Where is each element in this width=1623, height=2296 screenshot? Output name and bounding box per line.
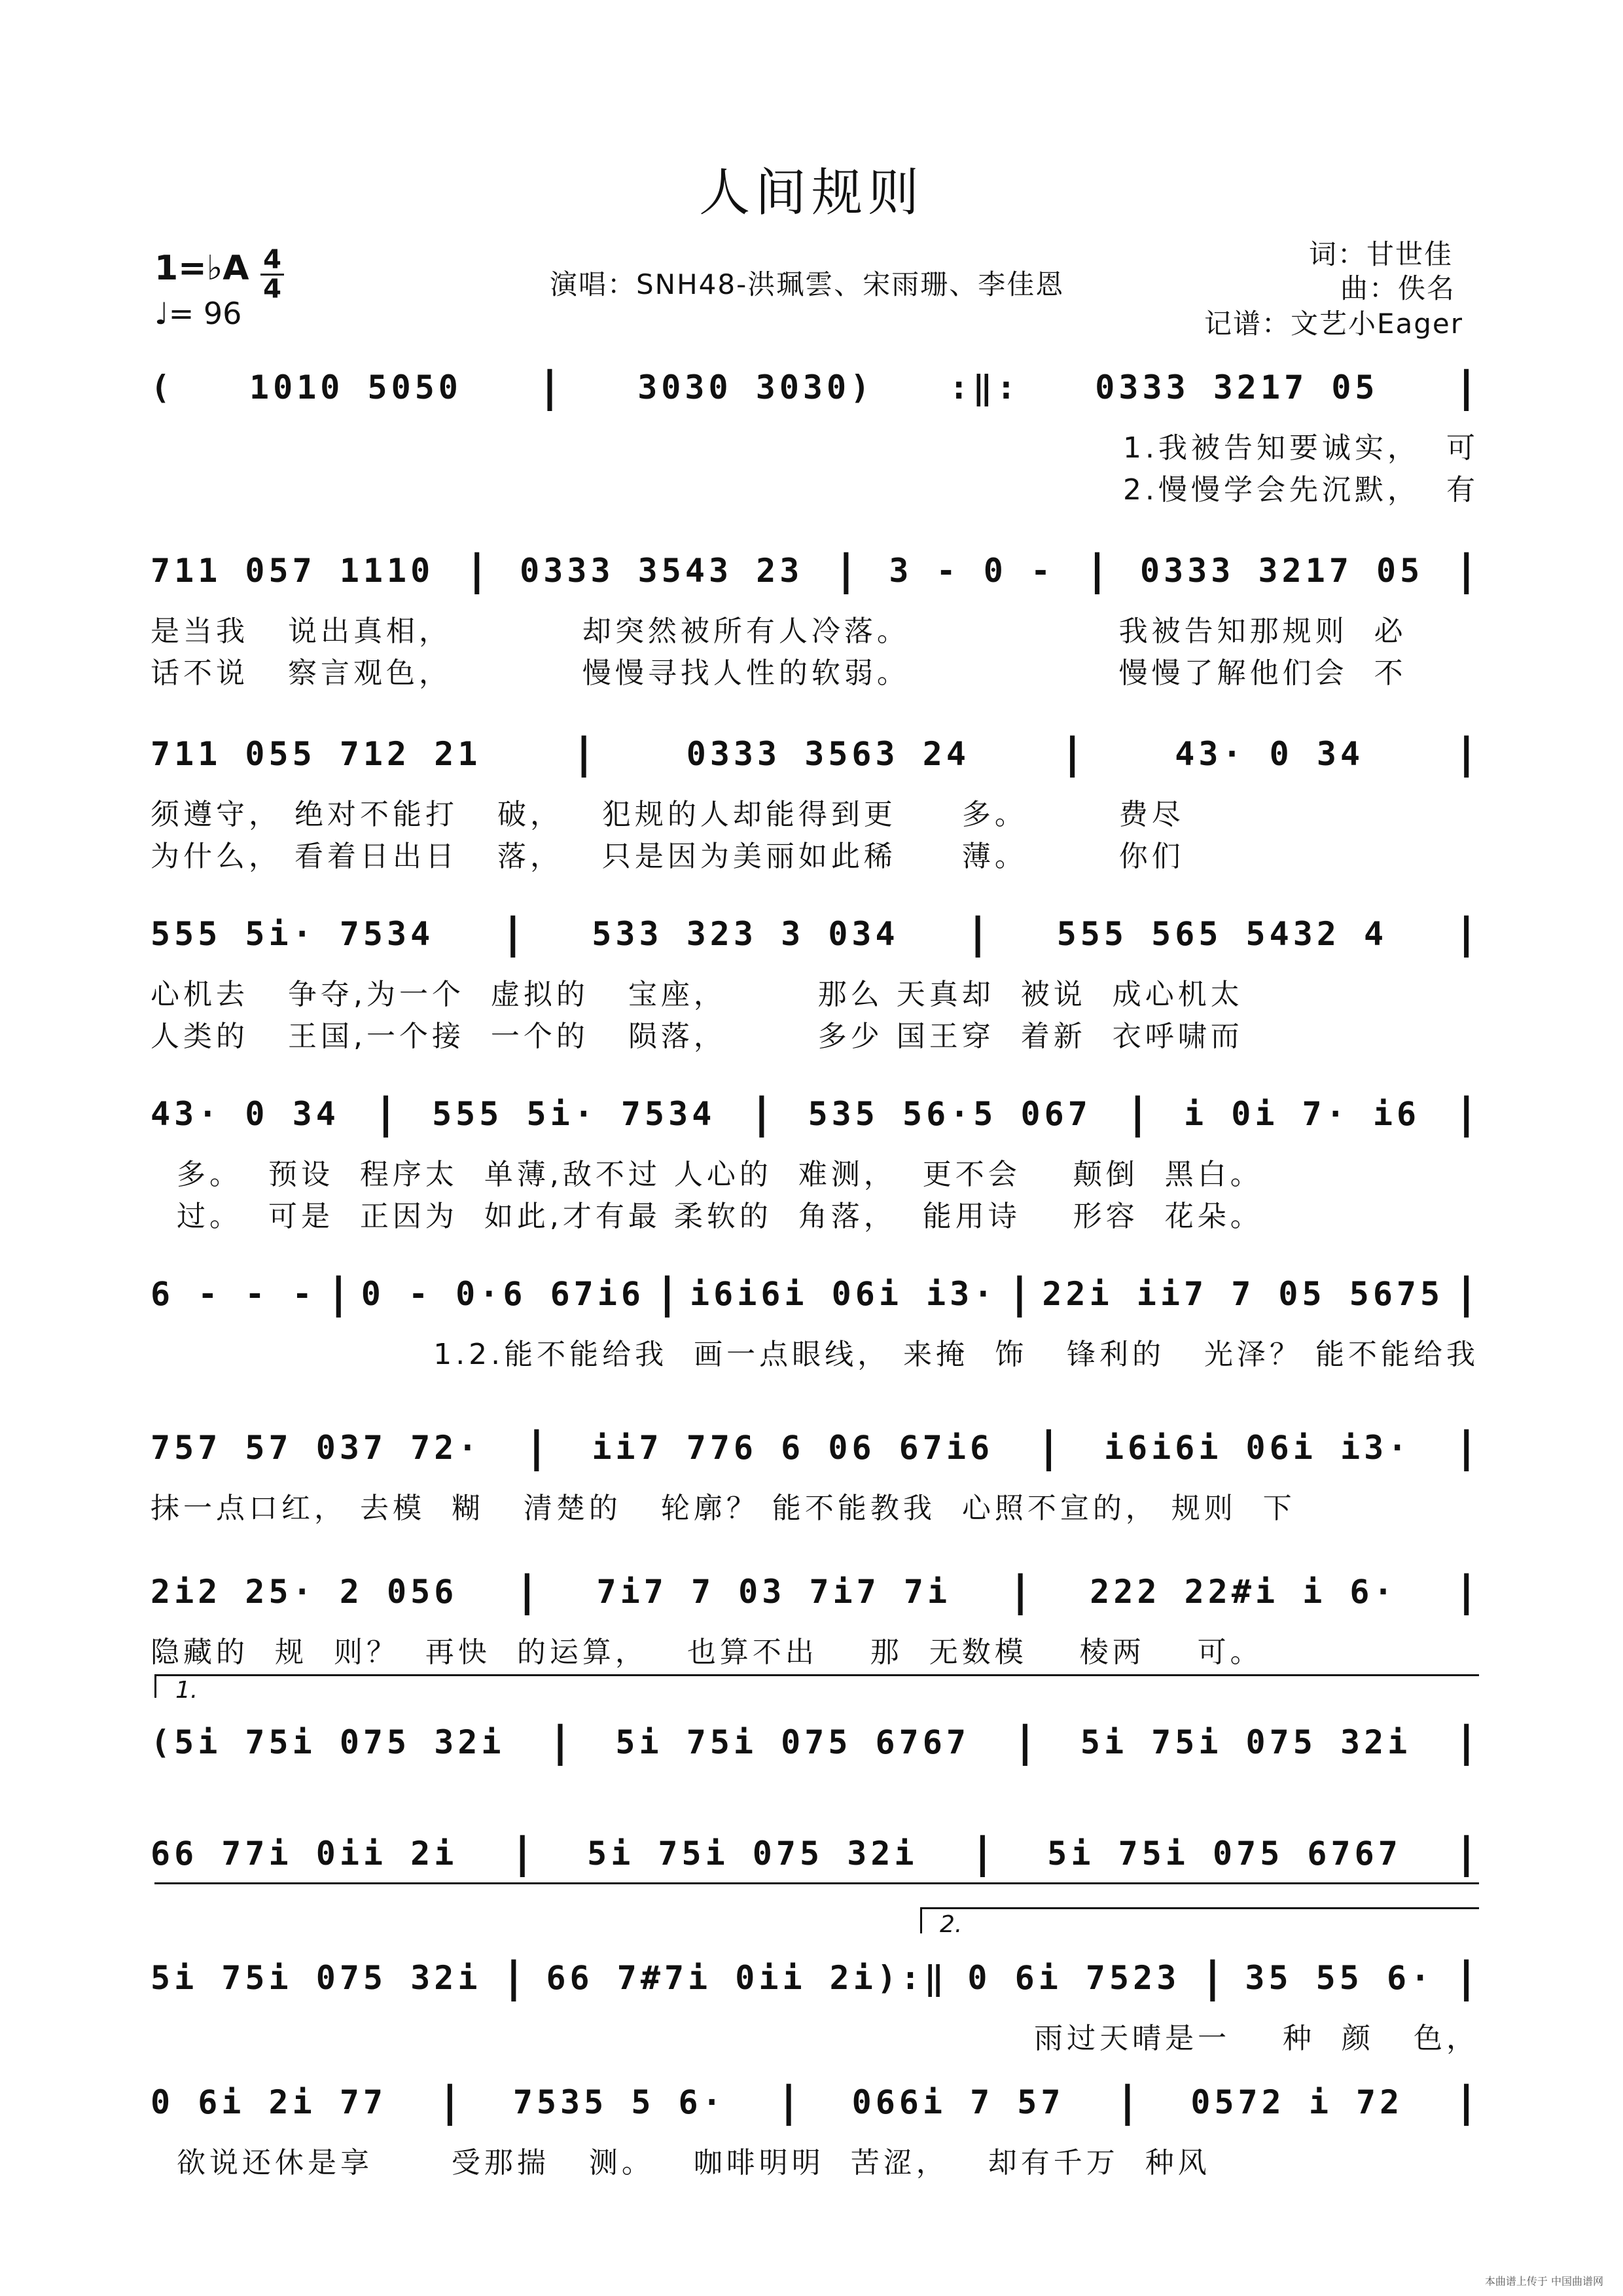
time-signature [260, 247, 284, 302]
lyric-line: 隐藏的 规 则？ 再快 的运算， 也算不出 那 无数模 棱两 可。 [151, 1636, 1263, 1669]
barline: | [1454, 1090, 1479, 1138]
barline: | [1454, 910, 1479, 958]
notation-system-11 [151, 1954, 1479, 2002]
lyric-line: 1.2.能不能给我 画一点眼线， 来掩 饰 锋利的 光泽？ 能不能给我 [433, 1338, 1479, 1371]
notation-system-7 [151, 1424, 1479, 1472]
barline: | [1454, 1954, 1479, 2002]
lyric-line: 雨过天晴是一 种 颜 色， [1034, 2022, 1479, 2055]
barline: | [547, 1718, 573, 1767]
lyric-line: 须遵守， 绝对不能打 破， 犯规的人却能得到更 多。 费尽 [151, 798, 1185, 831]
volta-bracket-tick [154, 1674, 156, 1698]
lyric-line: 人类的 王国,一个接 一个的 陨落， 多少 国王穿 着新 衣呼啸而 [151, 1020, 1243, 1053]
measure-notes: 66 7#7i 0ii 2i):‖ [546, 1959, 948, 1997]
barline: | [749, 1090, 775, 1138]
measure-notes: 0333 3543 23 [520, 552, 804, 590]
measure-notes: 0 - 0·6 67i6 [361, 1275, 645, 1313]
measure-notes: 5i 75i 075 32i [151, 1959, 482, 1997]
tempo-marking: ♩= 96 [154, 296, 242, 331]
barline: | [833, 547, 859, 595]
notation-system-6 [151, 1270, 1479, 1318]
measure-notes: 5i 75i 075 6767 [615, 1723, 970, 1761]
measure-notes: 555 5i· 7534 [151, 915, 435, 953]
barline: | [1454, 363, 1479, 412]
measure-notes: 555 5i· 7534 [432, 1095, 716, 1133]
notation-system-1 [151, 363, 1479, 412]
measure-notes: 0 6i 7523 [967, 1959, 1181, 1997]
measure-notes: ( [151, 368, 175, 406]
barline: | [1060, 730, 1085, 778]
lyric-line: 过。 可是 正因为 如此,才有最 柔软的 角落， 能用诗 形容 花朵。 [151, 1200, 1263, 1233]
barline: | [537, 363, 563, 412]
measure-notes: 1010 5050 [249, 368, 462, 406]
measure-notes: 22i ii7 7 05 5675 [1042, 1275, 1444, 1313]
volta-bracket-line [154, 1674, 1479, 1676]
singers-credit: 演唱：SNH48-洪珮雲、宋雨珊、李佳恩 [550, 268, 1065, 300]
lyric-line: 抹一点口红， 去模 糊 清楚的 轮廓？ 能不能教我 心照不宣的， 规则 下 [151, 1492, 1296, 1525]
notation-system-8 [151, 1568, 1479, 1616]
barline: | [514, 1568, 540, 1616]
measure-notes: 711 055 712 21 [151, 735, 482, 773]
measure-notes: 6 - - - [151, 1275, 316, 1313]
barline: | [1115, 2078, 1141, 2126]
lyric-line: 多。 预设 程序太 单薄,敌不过 人心的 难测， 更不会 颠倒 黑白。 [151, 1158, 1263, 1191]
lyricist-credit: 词：甘世佳 [1309, 238, 1454, 270]
barline: | [1084, 547, 1110, 595]
barline: | [571, 730, 597, 778]
notation-system-2 [151, 547, 1479, 595]
barline: | [1454, 1270, 1479, 1318]
lyric-line: 心机去 争夺,为一个 虚拟的 宝座， 那么 天真却 被说 成心机太 [151, 978, 1243, 1011]
volta-bracket-tick [920, 1907, 922, 1933]
barline: | [1454, 547, 1479, 595]
barline: | [325, 1270, 351, 1318]
barline: | [501, 1954, 527, 2002]
notation-system-9 [151, 1718, 1479, 1767]
measure-notes: 222 22#i i 6· [1090, 1573, 1397, 1611]
lyric-line: 1.我被告知要诚实， 可 [1123, 431, 1479, 465]
measure-notes: 2i2 25· 2 056 [151, 1573, 458, 1611]
time-signature-top: 4 [263, 245, 281, 275]
measure-notes: (5i 75i 075 32i [151, 1723, 505, 1761]
measure-notes: i6i6i 06i i3· [690, 1275, 997, 1313]
measure-notes: 533 323 3 034 [592, 915, 899, 953]
measure-notes: 535 56·5 067 [808, 1095, 1092, 1133]
measure-notes: 5i 75i 075 32i [587, 1835, 918, 1873]
barline: | [654, 1270, 680, 1318]
lyric-line: 是当我 说出真相， 却突然被所有人冷落。 我被告知那规则 必 [151, 615, 1407, 648]
measure-notes: 7i7 7 03 7i7 7i [596, 1573, 952, 1611]
measure-notes: :‖: [949, 368, 1020, 406]
measure-notes: 0333 3217 05 [1140, 552, 1424, 590]
volta-bracket-line [920, 1907, 1479, 1909]
barline: | [464, 547, 490, 595]
measure-notes: 35 55 6· [1245, 1959, 1435, 1997]
volta-number: 1. [175, 1677, 198, 1704]
measure-notes: i 0i 7· i6 [1184, 1095, 1421, 1133]
notation-system-3 [151, 730, 1479, 778]
composer-credit: 曲：佚名 [1340, 272, 1456, 304]
barline: | [1454, 2078, 1479, 2126]
measure-notes: ii7 776 6 06 67i6 [592, 1429, 994, 1467]
measure-notes: 43· 0 34 [1175, 735, 1364, 773]
barline: | [524, 1424, 550, 1472]
measure-notes: 7535 5 6· [512, 2083, 726, 2121]
measure-notes: 43· 0 34 [151, 1095, 340, 1133]
lyric-line: 为什么， 看着日出日 落， 只是因为美丽如此稀 薄。 你们 [151, 840, 1185, 873]
key-signature: 1=♭A [154, 249, 249, 288]
barline: | [1012, 1718, 1038, 1767]
measure-notes: 3030 3030) [637, 368, 874, 406]
lyric-line: 欲说还休是享 受那揣 测。 咖啡明明 苦涩， 却有千万 种风 [151, 2146, 1211, 2179]
measure-notes: 066i 7 57 [851, 2083, 1065, 2121]
barline: | [1007, 1270, 1033, 1318]
barline: | [1007, 1568, 1033, 1616]
measure-notes: i6i6i 06i i3· [1103, 1429, 1412, 1467]
time-signature-bottom: 4 [263, 274, 281, 304]
measure-notes: 711 057 1110 [151, 552, 435, 590]
barline: | [1454, 1718, 1479, 1767]
lyric-line: 2.慢慢学会先沉默， 有 [1123, 473, 1479, 507]
barline: | [1125, 1090, 1150, 1138]
barline: | [1200, 1954, 1226, 2002]
measure-notes: 0333 3217 05 [1095, 368, 1379, 406]
notation-system-10 [151, 1829, 1479, 1878]
barline: | [1454, 730, 1479, 778]
barline: | [1454, 1568, 1479, 1616]
measure-notes: 555 565 5432 4 [1056, 915, 1388, 953]
volta-number: 2. [940, 1911, 963, 1938]
measure-notes: 0572 i 72 [1190, 2083, 1404, 2121]
measure-notes: 5i 75i 075 6767 [1047, 1835, 1402, 1873]
measure-notes: 0 6i 2i 77 [151, 2083, 387, 2121]
measure-notes: 66 77i 0ii 2i [151, 1835, 458, 1873]
barline: | [1036, 1424, 1061, 1472]
measure-notes: 3 - 0 - [889, 552, 1055, 590]
barline: | [373, 1090, 399, 1138]
barline: | [1454, 1424, 1479, 1472]
barline: | [970, 1829, 995, 1878]
section-divider [154, 1882, 1479, 1884]
barline: | [965, 910, 991, 958]
notation-system-4 [151, 910, 1479, 958]
notation-system-12 [151, 2078, 1479, 2126]
lyric-line: 话不说 察言观色， 慢慢寻找人性的软弱。 慢慢了解他们会 不 [151, 656, 1407, 690]
barline: | [509, 1829, 535, 1878]
notation-system-5 [151, 1090, 1479, 1138]
barline: | [437, 2078, 463, 2126]
footer-watermark: 本曲谱上传于 中国曲谱网 [1484, 2275, 1603, 2287]
barline: | [500, 910, 526, 958]
song-title: 人间规则 [698, 164, 924, 223]
barline: | [776, 2078, 802, 2126]
measure-notes: 5i 75i 075 32i [1080, 1723, 1412, 1761]
measure-notes: 0333 3563 24 [686, 735, 970, 773]
transcriber-credit: 记谱：文艺小Eager [1204, 308, 1464, 340]
measure-notes: 757 57 037 72· [151, 1429, 482, 1467]
barline: | [1454, 1829, 1479, 1878]
